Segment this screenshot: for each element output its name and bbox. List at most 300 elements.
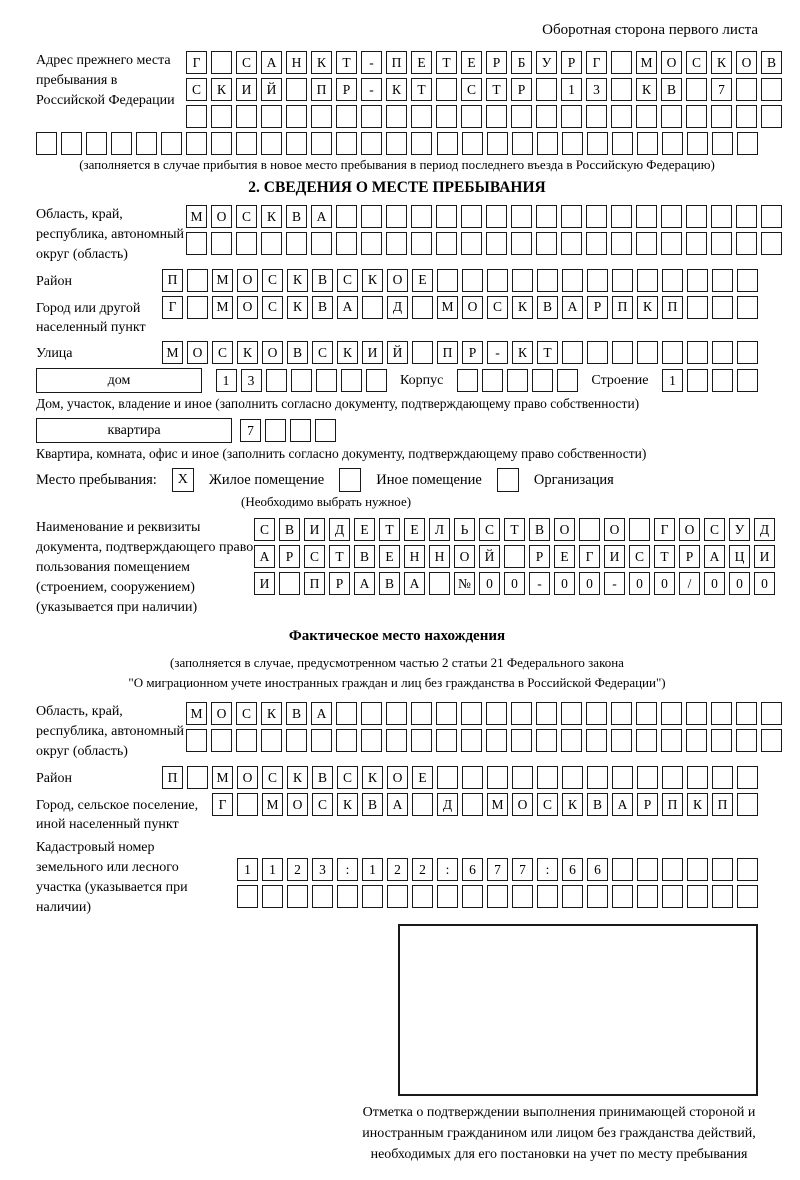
char-cell[interactable]: Р xyxy=(587,296,608,319)
char-cell[interactable]: П xyxy=(662,793,683,816)
char-cell[interactable] xyxy=(512,132,533,155)
char-cell[interactable] xyxy=(311,729,332,752)
char-cell[interactable]: О xyxy=(387,269,408,292)
char-cell[interactable]: М xyxy=(636,51,657,74)
char-cell[interactable] xyxy=(311,105,332,128)
char-cell[interactable] xyxy=(686,205,707,228)
char-cell[interactable] xyxy=(461,702,482,725)
char-cell[interactable]: 2 xyxy=(387,858,408,881)
char-cell[interactable] xyxy=(186,729,207,752)
char-cell[interactable] xyxy=(686,105,707,128)
char-cell[interactable] xyxy=(761,105,782,128)
char-cell[interactable]: С xyxy=(487,296,508,319)
char-cell[interactable]: С xyxy=(236,702,257,725)
char-cell[interactable] xyxy=(712,369,733,392)
char-cell[interactable] xyxy=(712,766,733,789)
char-cell[interactable]: 2 xyxy=(412,858,433,881)
char-cell[interactable] xyxy=(736,702,757,725)
char-cell[interactable] xyxy=(411,729,432,752)
char-cell[interactable]: К xyxy=(211,78,232,101)
char-cell[interactable] xyxy=(461,729,482,752)
char-cell[interactable] xyxy=(662,341,683,364)
char-cell[interactable] xyxy=(536,702,557,725)
char-cell[interactable]: 0 xyxy=(479,572,500,595)
char-cell[interactable] xyxy=(686,232,707,255)
char-cell[interactable]: В xyxy=(286,702,307,725)
char-cell[interactable]: Ь xyxy=(454,518,475,541)
char-cell[interactable] xyxy=(504,545,525,568)
char-cell[interactable] xyxy=(532,369,553,392)
char-cell[interactable]: С xyxy=(262,766,283,789)
char-cell[interactable] xyxy=(386,232,407,255)
char-cell[interactable] xyxy=(686,729,707,752)
char-cell[interactable]: 1 xyxy=(362,858,383,881)
char-cell[interactable]: Н xyxy=(404,545,425,568)
char-cell[interactable]: В xyxy=(761,51,782,74)
char-cell[interactable] xyxy=(211,51,232,74)
char-cell[interactable] xyxy=(587,269,608,292)
char-cell[interactable]: 0 xyxy=(704,572,725,595)
char-cell[interactable] xyxy=(536,729,557,752)
char-cell[interactable] xyxy=(437,269,458,292)
char-cell[interactable] xyxy=(187,269,208,292)
char-cell[interactable] xyxy=(511,205,532,228)
char-cell[interactable]: Г xyxy=(586,51,607,74)
char-cell[interactable]: О xyxy=(679,518,700,541)
char-cell[interactable]: А xyxy=(704,545,725,568)
char-cell[interactable] xyxy=(265,419,286,442)
char-cell[interactable] xyxy=(587,766,608,789)
char-cell[interactable]: В xyxy=(286,205,307,228)
char-cell[interactable]: Р xyxy=(529,545,550,568)
char-cell[interactable]: О xyxy=(512,793,533,816)
char-cell[interactable] xyxy=(486,702,507,725)
char-cell[interactable] xyxy=(336,205,357,228)
char-cell[interactable]: К xyxy=(386,78,407,101)
char-cell[interactable]: П xyxy=(386,51,407,74)
char-cell[interactable] xyxy=(261,729,282,752)
char-cell[interactable] xyxy=(536,78,557,101)
char-cell[interactable]: Л xyxy=(429,518,450,541)
char-cell[interactable]: П xyxy=(712,793,733,816)
char-cell[interactable] xyxy=(336,729,357,752)
char-cell[interactable]: Р xyxy=(679,545,700,568)
char-cell[interactable] xyxy=(662,132,683,155)
char-cell[interactable] xyxy=(711,105,732,128)
char-cell[interactable] xyxy=(312,885,333,908)
char-cell[interactable]: Р xyxy=(511,78,532,101)
char-cell[interactable] xyxy=(586,205,607,228)
char-cell[interactable]: 0 xyxy=(629,572,650,595)
char-cell[interactable] xyxy=(687,132,708,155)
char-cell[interactable]: Е xyxy=(404,518,425,541)
char-cell[interactable] xyxy=(761,78,782,101)
char-cell[interactable] xyxy=(361,729,382,752)
char-cell[interactable]: В xyxy=(312,269,333,292)
char-cell[interactable] xyxy=(761,702,782,725)
char-cell[interactable] xyxy=(161,132,182,155)
char-cell[interactable] xyxy=(487,885,508,908)
char-cell[interactable] xyxy=(761,729,782,752)
char-cell[interactable]: И xyxy=(754,545,775,568)
char-cell[interactable]: Д xyxy=(387,296,408,319)
char-cell[interactable]: К xyxy=(362,766,383,789)
char-cell[interactable]: А xyxy=(354,572,375,595)
char-cell[interactable]: Д xyxy=(437,793,458,816)
char-cell[interactable]: 0 xyxy=(554,572,575,595)
char-cell[interactable]: К xyxy=(261,702,282,725)
char-cell[interactable]: Р xyxy=(329,572,350,595)
char-cell[interactable]: К xyxy=(711,51,732,74)
char-cell[interactable]: О xyxy=(462,296,483,319)
char-cell[interactable] xyxy=(562,885,583,908)
char-cell[interactable] xyxy=(361,232,382,255)
char-cell[interactable] xyxy=(279,572,300,595)
char-cell[interactable] xyxy=(611,205,632,228)
char-cell[interactable]: Т xyxy=(654,545,675,568)
char-cell[interactable] xyxy=(537,766,558,789)
char-cell[interactable]: С xyxy=(262,269,283,292)
char-cell[interactable] xyxy=(487,766,508,789)
char-cell[interactable]: С xyxy=(629,545,650,568)
char-cell[interactable]: Т xyxy=(436,51,457,74)
char-cell[interactable]: В xyxy=(312,766,333,789)
char-cell[interactable]: Т xyxy=(504,518,525,541)
char-cell[interactable] xyxy=(537,269,558,292)
char-cell[interactable] xyxy=(512,885,533,908)
char-cell[interactable] xyxy=(290,419,311,442)
char-cell[interactable] xyxy=(436,78,457,101)
char-cell[interactable] xyxy=(587,341,608,364)
char-cell[interactable] xyxy=(712,132,733,155)
char-cell[interactable]: Е xyxy=(411,51,432,74)
char-cell[interactable]: И xyxy=(304,518,325,541)
char-cell[interactable]: О xyxy=(736,51,757,74)
char-cell[interactable] xyxy=(462,885,483,908)
char-cell[interactable]: П xyxy=(612,296,633,319)
char-cell[interactable] xyxy=(411,232,432,255)
char-cell[interactable] xyxy=(511,105,532,128)
char-cell[interactable] xyxy=(236,729,257,752)
char-cell[interactable]: В xyxy=(379,572,400,595)
char-cell[interactable]: В xyxy=(661,78,682,101)
char-cell[interactable]: - xyxy=(361,51,382,74)
char-cell[interactable] xyxy=(712,341,733,364)
char-cell[interactable]: И xyxy=(604,545,625,568)
char-cell[interactable]: А xyxy=(311,702,332,725)
char-cell[interactable]: С xyxy=(537,793,558,816)
char-cell[interactable]: М xyxy=(212,766,233,789)
char-cell[interactable]: В xyxy=(537,296,558,319)
char-cell[interactable] xyxy=(386,702,407,725)
char-cell[interactable] xyxy=(586,105,607,128)
char-cell[interactable]: Д xyxy=(329,518,350,541)
char-cell[interactable]: 0 xyxy=(729,572,750,595)
char-cell[interactable]: Р xyxy=(462,341,483,364)
char-cell[interactable] xyxy=(486,232,507,255)
char-cell[interactable]: Р xyxy=(336,78,357,101)
char-cell[interactable] xyxy=(761,205,782,228)
char-cell[interactable] xyxy=(482,369,503,392)
char-cell[interactable] xyxy=(436,729,457,752)
char-cell[interactable]: И xyxy=(254,572,275,595)
char-cell[interactable] xyxy=(737,793,758,816)
char-cell[interactable]: В xyxy=(354,545,375,568)
char-cell[interactable] xyxy=(636,702,657,725)
char-cell[interactable] xyxy=(236,232,257,255)
char-cell[interactable] xyxy=(486,205,507,228)
char-cell[interactable] xyxy=(611,702,632,725)
char-cell[interactable] xyxy=(661,702,682,725)
char-cell[interactable] xyxy=(687,858,708,881)
char-cell[interactable]: Д xyxy=(754,518,775,541)
char-cell[interactable]: В xyxy=(279,518,300,541)
char-cell[interactable]: Й xyxy=(387,341,408,364)
char-cell[interactable]: С xyxy=(212,341,233,364)
char-cell[interactable] xyxy=(462,269,483,292)
char-cell[interactable]: В xyxy=(529,518,550,541)
char-cell[interactable] xyxy=(711,702,732,725)
char-cell[interactable] xyxy=(737,766,758,789)
char-cell[interactable] xyxy=(336,132,357,155)
char-cell[interactable] xyxy=(361,132,382,155)
char-cell[interactable]: С xyxy=(304,545,325,568)
char-cell[interactable]: 2 xyxy=(287,858,308,881)
char-cell[interactable]: С xyxy=(236,51,257,74)
char-cell[interactable] xyxy=(187,766,208,789)
char-cell[interactable] xyxy=(612,766,633,789)
char-cell[interactable] xyxy=(636,729,657,752)
char-cell[interactable] xyxy=(437,885,458,908)
char-cell[interactable]: 0 xyxy=(579,572,600,595)
char-cell[interactable] xyxy=(36,132,57,155)
char-cell[interactable] xyxy=(437,766,458,789)
char-cell[interactable]: К xyxy=(637,296,658,319)
char-cell[interactable]: / xyxy=(679,572,700,595)
char-cell[interactable]: С xyxy=(461,78,482,101)
char-cell[interactable]: 7 xyxy=(487,858,508,881)
char-cell[interactable] xyxy=(386,132,407,155)
char-cell[interactable]: П xyxy=(662,296,683,319)
char-cell[interactable] xyxy=(686,78,707,101)
char-cell[interactable] xyxy=(737,341,758,364)
char-cell[interactable]: - xyxy=(361,78,382,101)
char-cell[interactable] xyxy=(561,105,582,128)
char-cell[interactable] xyxy=(487,269,508,292)
char-cell[interactable] xyxy=(612,132,633,155)
char-cell[interactable] xyxy=(186,132,207,155)
char-cell[interactable]: К xyxy=(337,341,358,364)
char-cell[interactable]: С xyxy=(236,205,257,228)
char-cell[interactable] xyxy=(579,518,600,541)
char-cell[interactable]: О xyxy=(187,341,208,364)
char-cell[interactable] xyxy=(736,78,757,101)
char-cell[interactable]: С xyxy=(262,296,283,319)
char-cell[interactable] xyxy=(662,269,683,292)
char-cell[interactable] xyxy=(537,132,558,155)
char-cell[interactable] xyxy=(561,702,582,725)
char-cell[interactable] xyxy=(637,885,658,908)
char-cell[interactable]: М xyxy=(437,296,458,319)
char-cell[interactable]: 7 xyxy=(512,858,533,881)
char-cell[interactable] xyxy=(462,793,483,816)
char-cell[interactable] xyxy=(586,702,607,725)
char-cell[interactable]: К xyxy=(237,341,258,364)
char-cell[interactable] xyxy=(611,232,632,255)
char-cell[interactable]: 6 xyxy=(562,858,583,881)
char-cell[interactable]: Б xyxy=(511,51,532,74)
char-cell[interactable] xyxy=(562,132,583,155)
char-cell[interactable] xyxy=(512,269,533,292)
char-cell[interactable] xyxy=(712,269,733,292)
char-cell[interactable] xyxy=(612,885,633,908)
char-cell[interactable]: 6 xyxy=(587,858,608,881)
char-cell[interactable] xyxy=(366,369,387,392)
char-cell[interactable] xyxy=(586,232,607,255)
char-cell[interactable] xyxy=(737,296,758,319)
char-cell[interactable] xyxy=(587,132,608,155)
char-cell[interactable]: 1 xyxy=(237,858,258,881)
char-cell[interactable] xyxy=(737,132,758,155)
char-cell[interactable] xyxy=(336,702,357,725)
char-cell[interactable]: С xyxy=(186,78,207,101)
char-cell[interactable]: Г xyxy=(654,518,675,541)
char-cell[interactable] xyxy=(662,885,683,908)
char-cell[interactable] xyxy=(261,232,282,255)
char-cell[interactable]: К xyxy=(687,793,708,816)
char-cell[interactable] xyxy=(237,793,258,816)
char-cell[interactable] xyxy=(687,885,708,908)
char-cell[interactable] xyxy=(262,885,283,908)
char-cell[interactable]: А xyxy=(254,545,275,568)
char-cell[interactable]: 3 xyxy=(586,78,607,101)
char-cell[interactable]: 1 xyxy=(662,369,683,392)
char-cell[interactable]: О xyxy=(211,702,232,725)
char-cell[interactable]: О xyxy=(287,793,308,816)
char-cell[interactable] xyxy=(211,729,232,752)
char-cell[interactable] xyxy=(411,702,432,725)
char-cell[interactable]: О xyxy=(554,518,575,541)
char-cell[interactable]: О xyxy=(387,766,408,789)
char-cell[interactable]: Г xyxy=(212,793,233,816)
char-cell[interactable]: А xyxy=(311,205,332,228)
char-cell[interactable] xyxy=(211,232,232,255)
char-cell[interactable]: С xyxy=(337,269,358,292)
char-cell[interactable]: П xyxy=(437,341,458,364)
char-cell[interactable] xyxy=(111,132,132,155)
char-cell[interactable] xyxy=(736,205,757,228)
checkbox-residential[interactable]: X xyxy=(172,468,194,492)
char-cell[interactable]: К xyxy=(287,296,308,319)
char-cell[interactable] xyxy=(486,105,507,128)
char-cell[interactable]: А xyxy=(404,572,425,595)
char-cell[interactable] xyxy=(637,132,658,155)
char-cell[interactable]: К xyxy=(512,341,533,364)
char-cell[interactable] xyxy=(311,132,332,155)
char-cell[interactable] xyxy=(661,729,682,752)
char-cell[interactable]: - xyxy=(529,572,550,595)
char-cell[interactable] xyxy=(361,205,382,228)
char-cell[interactable]: Т xyxy=(411,78,432,101)
char-cell[interactable] xyxy=(736,232,757,255)
char-cell[interactable] xyxy=(412,885,433,908)
char-cell[interactable] xyxy=(737,858,758,881)
char-cell[interactable]: П xyxy=(162,269,183,292)
char-cell[interactable] xyxy=(637,269,658,292)
char-cell[interactable] xyxy=(612,858,633,881)
char-cell[interactable] xyxy=(629,518,650,541)
char-cell[interactable] xyxy=(687,369,708,392)
char-cell[interactable] xyxy=(612,341,633,364)
char-cell[interactable] xyxy=(536,232,557,255)
char-cell[interactable]: 1 xyxy=(262,858,283,881)
char-cell[interactable] xyxy=(662,766,683,789)
char-cell[interactable] xyxy=(337,885,358,908)
char-cell[interactable]: 0 xyxy=(754,572,775,595)
char-cell[interactable] xyxy=(711,205,732,228)
char-cell[interactable] xyxy=(636,205,657,228)
char-cell[interactable]: С xyxy=(337,766,358,789)
char-cell[interactable] xyxy=(737,369,758,392)
char-cell[interactable]: - xyxy=(604,572,625,595)
char-cell[interactable] xyxy=(436,105,457,128)
char-cell[interactable]: В xyxy=(362,793,383,816)
char-cell[interactable] xyxy=(186,105,207,128)
char-cell[interactable]: К xyxy=(311,51,332,74)
char-cell[interactable] xyxy=(712,858,733,881)
char-cell[interactable]: : xyxy=(437,858,458,881)
char-cell[interactable]: - xyxy=(487,341,508,364)
char-cell[interactable] xyxy=(437,132,458,155)
char-cell[interactable]: С xyxy=(479,518,500,541)
char-cell[interactable] xyxy=(61,132,82,155)
char-cell[interactable] xyxy=(536,205,557,228)
char-cell[interactable]: Е xyxy=(412,269,433,292)
char-cell[interactable]: М xyxy=(212,269,233,292)
char-cell[interactable] xyxy=(386,729,407,752)
char-cell[interactable] xyxy=(661,205,682,228)
char-cell[interactable] xyxy=(457,369,478,392)
char-cell[interactable]: 1 xyxy=(561,78,582,101)
char-cell[interactable] xyxy=(412,793,433,816)
char-cell[interactable] xyxy=(286,729,307,752)
char-cell[interactable]: А xyxy=(612,793,633,816)
char-cell[interactable] xyxy=(311,232,332,255)
char-cell[interactable]: Ц xyxy=(729,545,750,568)
char-cell[interactable]: 7 xyxy=(711,78,732,101)
char-cell[interactable]: Г xyxy=(162,296,183,319)
char-cell[interactable]: Т xyxy=(486,78,507,101)
char-cell[interactable] xyxy=(611,729,632,752)
char-cell[interactable]: А xyxy=(562,296,583,319)
char-cell[interactable] xyxy=(436,702,457,725)
char-cell[interactable] xyxy=(687,766,708,789)
char-cell[interactable] xyxy=(687,341,708,364)
char-cell[interactable]: Т xyxy=(336,51,357,74)
char-cell[interactable] xyxy=(187,296,208,319)
char-cell[interactable] xyxy=(687,296,708,319)
char-cell[interactable]: Т xyxy=(379,518,400,541)
char-cell[interactable] xyxy=(412,296,433,319)
char-cell[interactable]: М xyxy=(186,205,207,228)
char-cell[interactable]: К xyxy=(362,269,383,292)
char-cell[interactable] xyxy=(316,369,337,392)
char-cell[interactable]: В xyxy=(312,296,333,319)
char-cell[interactable]: Р xyxy=(637,793,658,816)
char-cell[interactable] xyxy=(636,232,657,255)
char-cell[interactable]: О xyxy=(604,518,625,541)
char-cell[interactable] xyxy=(487,132,508,155)
